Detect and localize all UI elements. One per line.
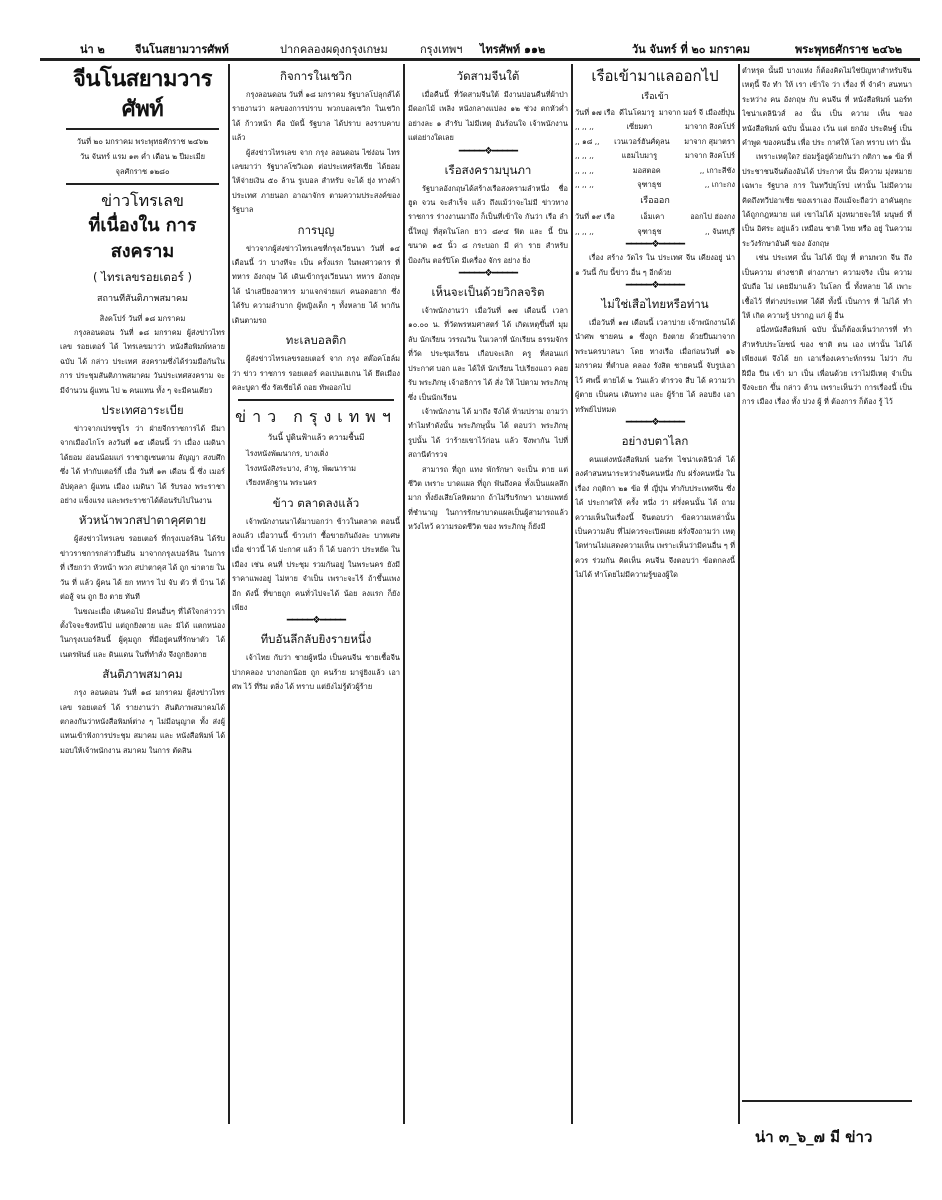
ship-route: ,, จันทบุรี — [705, 226, 735, 236]
ship-name: แฮมไบมารู — [621, 151, 658, 161]
article-heading: เห็นจะเป็นด้วยวิกลจริต — [431, 285, 545, 300]
article-body: อนึ่งหนังสือพิมพ์ ฉบับ นั้นก็ต้องเห็นว่าการที่ ทำ สำหรับประโยชน์ ของ ชาติ ตน เอง เท่านั้น ไม่ได้ เพียงแต่ จึงได้ ยก เอาเรื่องเคราะห์กรรม ไม่ว่า กับ ฝีมือ ปืน เข้า มา เป็น เพื่อนด้วย เราไม่มีเหตุ จำเป็น จึงจะยก ขึ้น กล่าว ต้าน เพราะเห็นว่า การเรื่องนี้ เป็น การ เมือง เรื่อง ทั้ง ปวง ผู้ ที่ ต้องการ ก็ต้อง รู้ ไว้ — [742, 325, 912, 407]
article-body: กรุง ลอนดอน วันที่ ๑๘ มกราคม ผู้ส่งข่าวไทรเลข รอยเตอร์ ได้ รายงานว่า สันติภาพสมาคมได้ ตกลงกันว่าหนังสือพิมพ์ต่าง ๆ ไม่มีอนุญาต ทั้ง ส่งผู้แทนเข้าฟังการประชุม สมาคม และ หนังสือพิมพ์ ได้ มอบให้เจ้าพนักงาน สมาคม ในการ ตัดสิน — [60, 688, 225, 755]
ship-row — [575, 225, 735, 239]
ship-name: จุฑาธุช — [637, 226, 662, 236]
ship-name: เอ็มเคา — [640, 212, 665, 222]
column-divider — [403, 64, 405, 1124]
ship-row — [575, 210, 735, 224]
ship-name: เวนเวอร์ฮันศ์ดุลน — [614, 136, 670, 146]
paper-address: ปากคลองผดุงกรุงเกษม — [280, 43, 388, 56]
ship-date: ,, ,, ,, — [575, 151, 594, 161]
article-body: เจ้าไทย กับว่า ชายผู้หนึ่ง เป็นคนจีน ชายเชื้อจีน ปากคลอง บางกอกน้อย ถูก คนร้าย มาจู่ยิงแล้ว เอา ศพ ไว้ ที่ริม ตลิ่ง ได้ ทราบ แต่ยังไม่รู้ตัวผู้ร้าย — [232, 653, 400, 692]
column-divider — [228, 64, 230, 1124]
ornament-divider: ━━━━━❖━━━━━ — [625, 280, 685, 292]
list-item: ไรงหนังพัฒนากร, บางเดิ่ง — [246, 449, 329, 459]
section-heading: ข่าว กรุงเทพฯ — [235, 407, 397, 427]
ship-route: มาจาก มอร์ จี เมืองยี่ปุ่น — [658, 108, 735, 117]
ship-date: ,, ,, ,, — [575, 165, 594, 175]
article-body: ข่าวจากผู้ส่งข่าวไทรเลขที่กรุงเวียนนา วันที่ ๑๔ เดือนนี้ ว่า บางทีจะ เป็น ครั้งแรก ในพงศาวดาร ที่ ทหาร อังกฤษ ได้ เดินเข้ากรุงเวียนนา ทหาร อังกฤษ ได้ นำเสบียงอาหาร มาแจกจ่ายแก่ คนอดอยาก ซึ่ง ได้รับ ความลำบาก ผู้หญิงเด็ก ๆ ทั้งหลาย ได้ พากันเดินตามรถ — [232, 243, 400, 325]
column-2 — [232, 64, 400, 1124]
article-heading: สถานทีสันติภาพสมาคม — [97, 294, 188, 304]
column-divider — [738, 64, 740, 1124]
ship-row — [575, 106, 735, 120]
list-item: ไรงหนังสิงระบาง, ลำพู, พัฒนาราม — [246, 463, 357, 473]
subsection-heading: เรือออก — [640, 196, 670, 207]
divider — [66, 183, 219, 185]
article-body: ตำหรุด นั้นมี บางแห่ง ก็ต้องคิดไม่ใช่ปัญหาสำหรับจีน เหตุนี้ จึง ทำ ให้ เรา เข้าใจ ว่า เรื่อง ที่ จำคำ สนทนา ระหว่าง คน อังกฤษ กับ คนจีน ที่ หนังสือพิมพ์ นอร์ทไชน่าเดลินิวส์ ลง นั้น เป็น ความ เห็น ของ หนังสือพิมพ์ ฉบับ นั้นเอง เว้น แต่ ยกอัง ประดิษฐ์ เป็นคำพูด ของคนอื่น เพื่อ ประ กาศให้ โลก ทราบ เท่า นั้น — [742, 66, 912, 148]
ship-route: มาจาก สิงคโปร์ — [684, 122, 735, 132]
column-4 — [575, 64, 735, 1124]
continued-note: น่า ๓_๖_๗ มี ข่าว — [755, 1128, 873, 1146]
dateline: วัน จันทร์ แรม ๑๓ ค่ำ เดือน ๒ ปีมะเมีย — [79, 152, 206, 161]
ship-date: ,, ,, ,, — [575, 122, 594, 132]
subsection-heading: เรือเข้า — [641, 92, 669, 102]
article-body: กรุงลอนดอน วันที่ ๑๘ มกราคม รัฐบาลโปลุกส์ได้ รายงานว่า ผลของการปราบ พวกบอลเชวิก ในเชวิกได้ ก้าวหน้า คือ บัดนี้ รัฐบาล ได้ปราบ ลงราบคาบแล้ว — [232, 90, 400, 143]
ship-route: มาจาก สิงคโปร์ — [684, 151, 735, 161]
issue-era: พระพุทธศักราช ๒๔๖๒ — [795, 43, 903, 56]
column-divider — [571, 64, 573, 1124]
divider — [238, 399, 394, 401]
article-heading: อย่างบตาไลก — [621, 433, 689, 448]
ornament-divider: ━━━━━❖━━━━━ — [625, 416, 685, 428]
article-body: ผู้ส่งข่าวไทรเลขรอยเตอร์ จาก กรุง สต๊อคโฮล์ม ว่า ข่าว ราชการ รอยเตอร์ คอเปนเฮเกน ได้ ยึดเมือง คละบูดา ซึ่ง รัสเซียได้ ถอย ทัพออกไป — [232, 354, 400, 392]
ship-route: ,, เกาะกง — [704, 180, 735, 190]
divider — [66, 128, 219, 130]
ornament-divider: ━━━━━❖━━━━━ — [625, 239, 685, 251]
ship-route: ,, เกาะสีชัง — [699, 165, 735, 175]
article-heading: หัวหน้าพวกสปาตาคุศตาย — [78, 513, 207, 528]
ship-name: เซี่ยมตา — [626, 122, 653, 132]
masthead-rule — [40, 58, 920, 61]
newspaper-title: จีนโนสยามวารศัพท์ — [73, 66, 212, 122]
ship-date: ,, ,, ,, — [575, 226, 594, 236]
article-body: เจ้าพนักงานนาได้มาบอกว่า ข้าวในตลาด ตอนนี้ ลงแล้ว เมื่อวานนี้ ข้าวเก่า ซื้อขายกันถังละ บาทเศษ เมื่อ ข่าวนี้ ได้ ปะกาศ แล้ว ก็ ได้ บอกว่า ประหยัด ในเมือง เช่น คนที่ ประชุม รวมกันอยู่ ในพระนคร ยังมีราคาแพงอยู่ ไม่หาย จำเป็น เพราะจะไร้ ถ้าขึ้นแพง อีก ดังนี้ ที่ขายถูก คนทั่วไปจะได้ น้อย ลงแรก ก็ยังเพียง — [232, 516, 400, 612]
list-item: เรียงหลักฐาน พระนคร — [246, 478, 317, 488]
article-dateline: สิงคโปร์ วันที่ ๑๘ มกราคม — [99, 314, 186, 323]
article-heading: ทีบอันลึกลับยิงรายหนึ่ง — [260, 632, 372, 647]
ship-date: ,, ๑๘ ,, — [575, 136, 600, 146]
article-body: คนแต่งหนังสือพิมพ์ นอร์ท ไชน่าเดลินิวส์ ได้ ลงคำสนทนาระหว่างจีนคนหนึ่ง กับ ฝรั่งคนหนึ่ง ในเรื่อง กฤติกา ๒๑ ข้อ ที่ ญี่ปุ่น ทำกับประเทศจีน ซึ่ง ได้ ประกาศให้ ครั้ง หนึ่ง ว่า ฝรั่งคนนั้น ได้ ถามความเห็นในเรื่องนี้ จีนตอบว่า ข้อความเหล่านั้น เป็นความลับ ที่ไม่ควรจะเปิดเผย ฝรั่งจึงถามว่า เหตุใดท่านไม่แสดงความเห็น เพราะเห็นว่ามีคนอื่น ๆ ที่ควร ร่วมกัน คิดเห็น คนจีน จึงตอบว่า ข้อตกลงนี้ ไม่ได้ ทำโดยไม่มีความรู้ของผู้ใด — [575, 454, 735, 580]
article-body: เมื่อวันที่ ๑๗ เดือนนี้ เวลาบ่าย เจ้าพนักงานได้ นำศพ ชายคน ๑ ซึ่งถูก ยิงตาย ด้วยปืนมาจาก พระนครบาลนา โดย ทางเรือ เมื่อก่อนวันที่ ๑๖ มกราคม ที่ตำบล คลอง รังสิต ชายคนนี้ จับรูปเอาไว้ ศพนี้ ตายได้ ๒ วันแล้ว ตำรวจ สืบ ได้ ความว่า ผู้ตาย เป็นคน เดินทาง และ ผู้ร้าย ได้ ลอบยิง เอาทรัพย์ไปหมด — [575, 318, 735, 414]
ship-date: วันที่ ๑๙ เรือ — [575, 212, 615, 222]
article-body: รัฐบาลอังกฤษได้สร้างเรือสงครามลำหนึ่ง ชื่อ ฮูด จวน จะสำเร็จ แล้ว ถึงแม้ว่าจะไม่มี ข่าวทาง ราชการ ร่างงานมาถึง ก็เป็นที่เข้าใจ กันว่า เรือ ลำนี้ใหญ่ ที่สุดในโลก ยาว ๘๙๔ ฟิต และ นี้ บิน ขนาด ๑๕ นิ้ว ๘ กระบอก มี ค่า ราย สำหรับ ป้องกัน ตอร์ปิโด มีเครื่อง จักร อย่าง ยิ่ง — [408, 183, 568, 265]
ship-name: มอสตอค — [632, 165, 661, 175]
section-heading: ที่เนื่องใน การสงคราม — [88, 215, 197, 262]
paper-name: จีนโนสยามวารศัพท์ — [135, 43, 229, 56]
article-heading: การบุญ — [297, 222, 335, 237]
ornament-divider: ━━━━━❖━━━━━ — [458, 145, 518, 157]
article-heading: สันติภาพสมาคม — [102, 667, 183, 682]
section-heading: เรือเข้ามาแลออกไป — [591, 67, 719, 85]
ship-date: วันที่ ๑๗ เรือ — [575, 108, 615, 117]
ship-row — [575, 164, 735, 178]
article-body: ผู้ส่งข่าวไทรเลข รอยเตอร์ ที่กรุงเบอร์ลิน ได้รับข่าวราชการกล่าวยืนยัน มาจากกรุงเบอร์ลิน ในการที่ เรียกว่า หัวหน้า พวก สปาตาคุส ได้ ถูก ฆ่าตาย ในวัน ที่ แล้ว ผู้คน ได้ ยก ทหาร ไป จับ ตัว ที่ บ้าน ได้ ต่อสู้ จน ถูก ยิง ตาย ทันที — [60, 534, 225, 602]
list-item: วันนี้ ปูดินฟ้าแล้ว ความชื้นมี — [267, 433, 365, 443]
paper-city: กรุงเทพฯ — [420, 43, 463, 56]
dateline: จุลศักราช ๑๒๘๐ — [115, 167, 170, 176]
article-body: เพราะเหตุใด? ย่อมรู้อยู่ด้วยกันว่า กติกา ๒๑ ข้อ ที่ ประชาชนจีนต้องอันได้ ประกาศ นั้น มีความ มุ่งหมาย เฉพาะ รัฐบาล การ ในทวีปยุโรป เท่านั้น ไม่มีความ คิดถึงทวีปอาเซีย ของเราเอง ถึงแม้จะถือว่า อาคันตุกะ ได้ถูกกฎหมาย แต่ เขาไม่ได้ มุ่งหมายจะให้ มนุษย์ ที่เป็น อิศระ อยู่แล้ว เหมือน ชาติ ไทย หรือ อยู่ ในความระวังรักษาอันดี ของ อังกฤษ — [742, 152, 912, 248]
ship-name: จุฑาธุช — [637, 180, 662, 190]
ship-row — [575, 149, 735, 163]
ship-route: มาจาก สุมาตรา — [684, 136, 735, 146]
column-1 — [60, 64, 225, 1124]
ship-row — [575, 120, 735, 134]
article-heading: ข้าว ตลาดลงแล้ว — [272, 495, 360, 510]
article-body: เมื่อคืนนี้ ที่วัดสามจีนใต้ มีงานบ่อนคืนที่ผ้าป่า มีดอกไม้ เพลิง หนังกลางแปลง ๑๒ ช่วง ตกหัวค่ำ อย่างละ ๑ สำรับ ไม่มีเหตุ อันร้อนใจ เจ้าพนักงาน แต่อย่างใดเลย — [408, 90, 568, 143]
ornament-divider: ━━━━━❖━━━━━ — [458, 268, 518, 280]
article-body: เช่น ประเทศ นั้น ไม่ได้ ปัญ ที่ ตามพวก จีน ถึงเป็นความ ต่างชาติ ต่างภาษา ความจริง เป็น ความ นับถือ ไม่ เคยมีมาแล้ว ในโลก นี้ ทั้งหลาย ได้ เพาะเชื้อไว้ ที่ต่างประเทศ ได้ดี ทั้งนี้ เป็นการ ที่ ไม่ได้ ทำ ให้ เกิด ความรู้ ปรากฏ แก่ ผู้ อื่น — [742, 253, 912, 320]
ship-date: ,, ,, ,, — [575, 180, 594, 190]
paper-phone: ไทรศัพท์ ๑๑๒ — [480, 43, 546, 56]
divider — [742, 1100, 912, 1102]
article-body: ในขณะเมื่อ เดินคอไป มีคนอื่นๆ ที่ได้ใจกล่าวว่า ตั้งใจจะชิงหนีไป แต่ถูกยิงตาย และ มิได้ แตกหน่อง ในกรุงเบอร์ลินนี้ ผู้คุมถูก ที่มีอยู่คนที่รักษาตัว ได้ เนตรพันธ์ และ ดินแดน ในที่ทำสั่ง จึงถูกยิงตาย — [60, 606, 225, 659]
ship-route: ออกไป ฮ่องกง — [690, 212, 735, 222]
article-body: สามารถ ที่ถูก แทง พักรักษา จะเป็น ตาย แต่ชีวิต เพราะ บาดแผล ที่ถูก ฟันถึงคอ ทั้งเป็นแผลลึก มาก ทั้งยังเสียโลหิตมาก ถ้าไม่รีบรักษา นายแพทย์ ที่ชำนาญ ในการรักษาบาดแผลเป็นผู้สามารถแล้ว หวังไหว้ ความรอดชีวิต ของ พระภิกษุ ก็ยังมี — [408, 464, 568, 532]
article-heading: ไม่ใช่เสือไทยหรือท่าน — [601, 297, 709, 312]
ship-name: ดีไนโคมารู — [619, 108, 655, 117]
column-5 — [742, 64, 912, 1124]
article-body: กรุงลอนดอน วันที่ ๑๘ มกราคม ผู้ส่งข่าวไทรเลข รอยเตอร์ ได้ ไทรเลขมาว่า หนังสือพิมพ์หลายฉบับ ได้ กล่าว ประเทศ สงครามซึ่งได้ร่วมมือกันในการ ประชุมสันติภาพสมาคม วันประเทศสงคราม จะมีจำนวน ผู้แทน ไป ๒ คนแทน ทั้ง ๆ จะมีคนเดียว — [60, 328, 225, 395]
ornament-divider: ━━━━━❖━━━━━ — [286, 615, 346, 627]
article-body: เจ้าพนักงาน ได้ มาถึง จึงได้ ห้ามปราม ถามว่า ทำไมทำดังนั้น พระภิกษุนั้น ได้ ตอบว่า พระภิกษุ รูปนั้น ได้ ว่าร้ายเขาไว้ก่อน แล้ว จึงพากัน ไปที่สถานีตำรวจ — [408, 406, 568, 460]
dateline: วันที่ ๒๐ มกราคม พระพุทธศักราช ๒๔๖๒ — [76, 137, 209, 146]
section-subheading: ( ไทรเลขรอยเตอร์ ) — [93, 270, 192, 284]
article-body: ข่าวจากเปรซซูไร ว่า ฝ่ายจีกราชการได้ มีมาจากเมืองไกโร ลงวันที่ ๑๕ เดือนนี้ ว่า เมื่อง เมดินา ได้ยอม อ่อนน้อมแก่ ราชาฮูเซนตาม สัญญา สงบศึก ซึ่ง ได้ ทำกับเตอร์กี้ เมื่อ วันที่ ๑๓ เดือน นี้ ซึ่ง เมอร์ อัปดุลลา ผู้แทน เมือง เมดินา ได้ รับรอง พระราชา อย่าง แข็งแรง และพระราชาได้ต้อนรับไปในงาน — [60, 424, 225, 506]
article-heading: วัดสามจีนใต้ — [456, 69, 520, 83]
article-heading: กิจการในเชวิก — [280, 69, 352, 83]
section-heading: ข่าวโทรเลข — [101, 191, 184, 210]
page-number: น่า ๒ — [80, 43, 105, 56]
article-body: เรื่อง สร้าง วัดไร ใน ประเทศ จีน เคียงอยู่ น่า ๑ วันนี้ กับ นี้ข่าว อื่น ๆ อีกด้วย — [575, 253, 735, 277]
article-body: ผู้ส่งข่าวไทรเลข จาก กรุง ลอนดอน ไซ่ง่อน ไทรเลขมาว่า รัฐบาลโซวิเอต ต่อประเทศรัสเซีย ได้ยอม ให้จ่ายเงิน ๕๐ ล้าน รูเบอล สำหรับ จะได้ ยุ่ง ทางค้า ประเทศ ภายนอก อาณาจักร ตามความประสงค์ของรัฐบาล — [232, 147, 400, 215]
article-heading: ทะเลบอลติก — [285, 333, 347, 348]
article-heading: เรือสงครามบุนภา — [444, 162, 532, 177]
ship-row — [575, 135, 735, 149]
article-body: เจ้าพนักงานว่า เมื่อวันที่ ๑๗ เดือนนี้ เวลา ๑๐.๐๐ น. ที่วัดพรหมศาสตร์ ได้ เกิดเหตุขึ้นที่ มุมลับ นักเรียน วรรณวิน ในเวลาที่ นักเรียน ธรรมจักร ที่วัด ประชุมเรียน เกือบจะเลิก ครู ที่สอนแก่ ประกาศ บอก และ ได้ให้ นักเรียน ไปเรียงแถว คอยรับ พระภิกษุ เจ้าอธิการ ได้ สั่ง ให้ ไปตาม พระภิกษุ ซึ่ง เป็นนักเรียน — [408, 306, 568, 402]
masthead — [40, 40, 920, 60]
issue-date: วัน จันทร์ ที่ ๒๐ มกราคม — [632, 43, 750, 56]
article-heading: ประเทศอาระเบีย — [101, 403, 184, 418]
column-3 — [408, 64, 568, 1124]
ship-row — [575, 178, 735, 192]
